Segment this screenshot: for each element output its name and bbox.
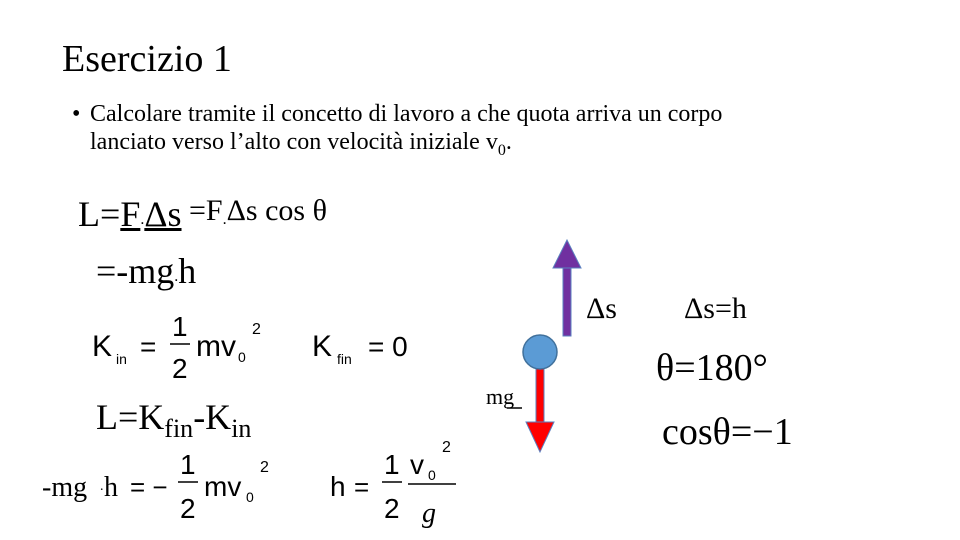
displacement-arrow-head	[553, 240, 581, 268]
work-F: F	[120, 194, 141, 234]
work-dot: .	[140, 211, 145, 228]
energy-eq: = −	[130, 472, 168, 502]
work-eq: =	[100, 194, 121, 234]
displacement-equals-height: Δs=h	[684, 292, 747, 325]
angle-value: θ=180°	[656, 347, 768, 389]
kin-eq: =	[140, 331, 157, 362]
kinetic-initial-formula	[92, 311, 261, 384]
ball-circle	[523, 335, 557, 369]
energy-num: 1	[180, 449, 196, 480]
work-ds: Δs	[144, 194, 182, 234]
theorem-sub2: in	[231, 414, 252, 443]
weight-arrow-shaft	[536, 366, 544, 424]
theorem-sub1: fin	[164, 414, 194, 443]
cosine-value: cosθ=−1	[662, 411, 793, 453]
energy-equation-formula	[42, 449, 269, 524]
bullet-text-2: lanciato verso l’alto con velocità iniziale v	[90, 129, 498, 155]
energy-h: h	[104, 472, 118, 503]
theorem-minus: -K	[193, 397, 232, 437]
work-rest-F: =F	[181, 194, 223, 227]
height-v-sub: 0	[428, 467, 436, 483]
kin-mv: mv	[196, 330, 236, 363]
kin-v-sub: 0	[238, 349, 246, 365]
bullet-marker: •	[72, 101, 81, 127]
height-g: g	[422, 498, 436, 529]
kfin-K: K	[312, 330, 333, 363]
energy-lhs: -mg	[42, 472, 88, 503]
bullet-period: .	[505, 129, 512, 155]
work-value-lhs: =-mg	[96, 251, 175, 291]
energy-mv: mv	[204, 471, 242, 502]
energy-v-sub: 0	[246, 489, 254, 505]
height-eq: =	[354, 472, 370, 502]
kin-sup: 2	[252, 321, 261, 338]
height-num: 1	[384, 449, 400, 480]
weight-arrow	[526, 366, 554, 452]
height-sup: 2	[442, 439, 451, 456]
weight-arrow-head	[526, 422, 554, 452]
work-L: L	[78, 194, 100, 234]
height-v: v	[410, 449, 424, 480]
theorem-L: L=K	[96, 397, 165, 437]
displacement-arrow	[553, 240, 581, 336]
kin-den: 2	[172, 353, 188, 384]
work-value-dot: .	[174, 268, 179, 285]
work-rest-ds: Δs cos θ	[226, 194, 327, 227]
slide-title: Esercizio 1	[62, 38, 232, 80]
energy-dot: .	[100, 479, 104, 494]
bullet-v-subscript: 0	[497, 142, 506, 159]
work-value-h: h	[178, 251, 197, 291]
energy-sup: 2	[260, 459, 269, 476]
bullet-text-1: Calcolare tramite il concetto di lavoro a che quota arriva un corpo	[90, 101, 723, 127]
weight-label: mg	[486, 384, 515, 409]
displacement-label: Δs	[586, 292, 617, 325]
kinetic-final-formula	[312, 330, 408, 367]
energy-den: 2	[180, 493, 196, 524]
kfin-rhs: = 0	[368, 331, 408, 362]
kin-K: K	[92, 330, 113, 363]
height-den: 2	[384, 493, 400, 524]
kin-num: 1	[172, 311, 188, 342]
height-equation-formula	[330, 439, 456, 529]
work-dot-2: .	[222, 211, 227, 228]
kfin-sub: fin	[337, 351, 352, 367]
kin-sub: in	[116, 351, 127, 367]
height-h: h	[330, 471, 346, 502]
work-energy-theorem	[96, 396, 251, 450]
displacement-arrow-shaft	[563, 266, 571, 336]
